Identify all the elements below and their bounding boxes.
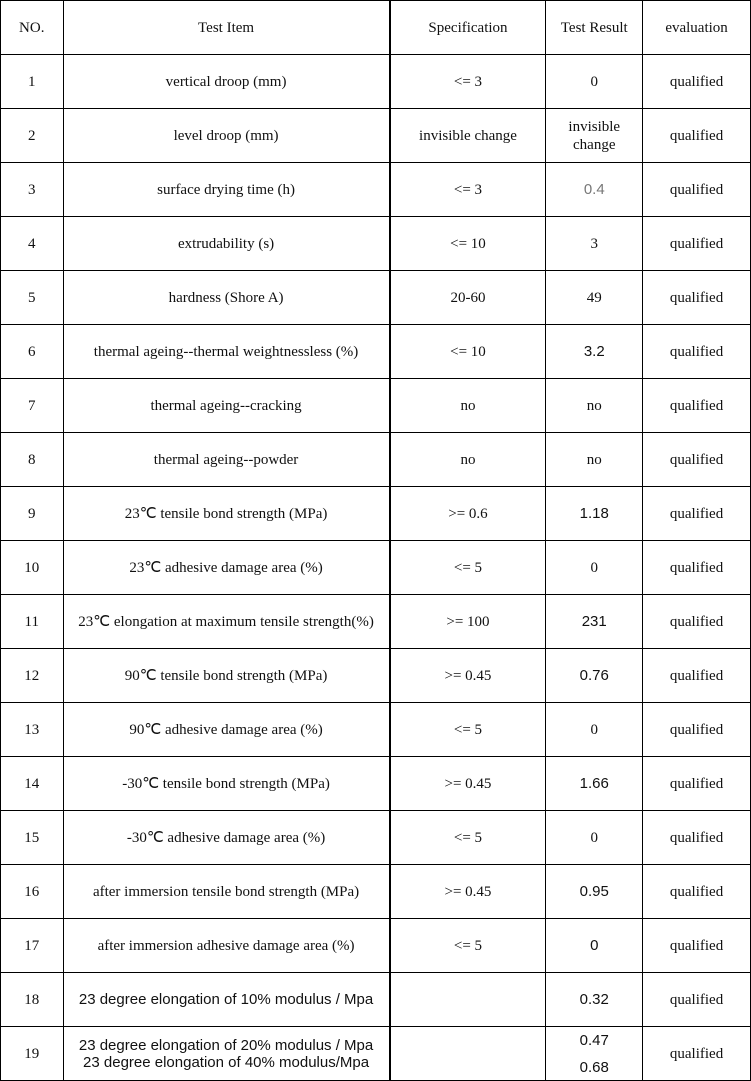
cell-evaluation: qualified [643,649,751,703]
cell-test-item: vertical droop (mm) [63,55,390,109]
cell-test-item: thermal ageing--powder [63,433,390,487]
header-no: NO. [1,1,64,55]
cell-specification: <= 3 [390,55,546,109]
cell-evaluation: qualified [643,163,751,217]
cell-no: 16 [1,865,64,919]
cell-evaluation: qualified [643,433,751,487]
table-row-5 [1,271,751,325]
cell-test-item: -30℃ tensile bond strength (MPa) [63,757,390,811]
cell-evaluation: qualified [643,325,751,379]
cell-test-item: 23℃ elongation at maximum tensile strength(%) [63,595,390,649]
cell-test-result: 3 [546,217,643,271]
cell-no: 7 [1,379,64,433]
cell-no: 3 [1,163,64,217]
cell-no: 10 [1,541,64,595]
cell-test-result: 0 [546,919,643,973]
table-row-18 [1,973,751,1027]
header-row [1,1,751,55]
table-row-1 [1,55,751,109]
cell-test-item: 23℃ tensile bond strength (MPa) [63,487,390,541]
cell-evaluation: qualified [643,55,751,109]
cell-specification: no [390,433,546,487]
cell-evaluation: qualified [643,217,751,271]
cell-test-item: 90℃ adhesive damage area (%) [63,703,390,757]
table-row-13 [1,703,751,757]
cell-specification: <= 10 [390,217,546,271]
cell-specification: >= 0.6 [390,487,546,541]
cell-test-item-line-2: 23 degree elongation of 40% modulus/Mpa [83,1053,370,1071]
cell-no: 5 [1,271,64,325]
cell-evaluation: qualified [643,865,751,919]
cell-test-item: after immersion tensile bond strength (MPa) [63,865,390,919]
cell-specification [390,973,546,1027]
table-body [1,55,751,1081]
cell-evaluation: qualified [643,379,751,433]
table-row-9 [1,487,751,541]
cell-test-item: after immersion adhesive damage area (%) [63,919,390,973]
cell-specification: 20-60 [390,271,546,325]
cell-test-result: 1.66 [546,757,643,811]
cell-no: 18 [1,973,64,1027]
cell-test-item: -30℃ adhesive damage area (%) [63,811,390,865]
cell-test-result: 0.4 [546,163,643,217]
cell-specification: <= 5 [390,703,546,757]
cell-test-result: 3.2 [546,325,643,379]
cell-specification: >= 0.45 [390,757,546,811]
cell-evaluation: qualified [643,487,751,541]
table-row-8 [1,433,751,487]
cell-specification [390,1027,546,1081]
cell-no: 1 [1,55,64,109]
cell-evaluation: qualified [643,757,751,811]
cell-test-item: extrudability (s) [63,217,390,271]
cell-no: 15 [1,811,64,865]
cell-no: 17 [1,919,64,973]
cell-test-result: 0.76 [546,649,643,703]
cell-test-result: no [546,379,643,433]
cell-specification: >= 0.45 [390,865,546,919]
cell-test-item: thermal ageing--thermal weightnessless (%) [63,325,390,379]
cell-test-result: no [546,433,643,487]
table-row-12 [1,649,751,703]
cell-test-result: 0 [546,703,643,757]
cell-evaluation: qualified [643,973,751,1027]
cell-evaluation: qualified [643,595,751,649]
cell-test-result-line-1: 0.47 [579,1031,609,1049]
cell-specification: <= 5 [390,541,546,595]
cell-test-item: thermal ageing--cracking [63,379,390,433]
cell-test-item: 90℃ tensile bond strength (MPa) [63,649,390,703]
cell-evaluation: qualified [643,271,751,325]
cell-specification: invisible change [390,109,546,163]
header-test-item: Test Item [63,1,390,55]
cell-no: 19 [1,1027,64,1081]
table-row-2 [1,109,751,163]
cell-test-item [63,1027,390,1081]
header-evaluation: evaluation [643,1,751,55]
cell-specification: no [390,379,546,433]
table-row-6 [1,325,751,379]
cell-specification: <= 3 [390,163,546,217]
cell-evaluation: qualified [643,1027,751,1081]
table-row-14 [1,757,751,811]
cell-test-result: 1.18 [546,487,643,541]
cell-no: 2 [1,109,64,163]
cell-no: 8 [1,433,64,487]
cell-test-result: 0 [546,811,643,865]
cell-no: 14 [1,757,64,811]
table-row-7 [1,379,751,433]
cell-test-item-line-1: 23 degree elongation of 20% modulus / Mpa [78,1036,374,1054]
cell-no: 12 [1,649,64,703]
cell-test-item: surface drying time (h) [63,163,390,217]
cell-test-result: 0 [546,55,643,109]
cell-evaluation: qualified [643,703,751,757]
cell-specification: <= 5 [390,919,546,973]
cell-evaluation: qualified [643,919,751,973]
cell-no: 9 [1,487,64,541]
cell-test-result: invisible change [546,109,643,163]
cell-specification: >= 0.45 [390,649,546,703]
cell-test-item: 23 degree elongation of 10% modulus / Mpa [63,973,390,1027]
table-row-11 [1,595,751,649]
cell-specification: >= 100 [390,595,546,649]
cell-evaluation: qualified [643,541,751,595]
cell-no: 6 [1,325,64,379]
cell-no: 11 [1,595,64,649]
cell-test-result-line-2: 0.68 [579,1058,609,1076]
cell-evaluation: qualified [643,811,751,865]
header-specification: Specification [390,1,546,55]
table-row-17 [1,919,751,973]
table-row-10 [1,541,751,595]
cell-test-result: 0.32 [546,973,643,1027]
cell-no: 13 [1,703,64,757]
cell-test-result [546,1027,643,1081]
table-row-16 [1,865,751,919]
cell-specification: <= 10 [390,325,546,379]
cell-test-item: hardness (Shore A) [63,271,390,325]
cell-test-item: 23℃ adhesive damage area (%) [63,541,390,595]
table-row-3 [1,163,751,217]
table-row-4 [1,217,751,271]
cell-evaluation: qualified [643,109,751,163]
cell-test-result: 231 [546,595,643,649]
cell-test-item: level droop (mm) [63,109,390,163]
header-test-result: Test Result [546,1,643,55]
cell-test-result: 0.95 [546,865,643,919]
cell-test-result: 0 [546,541,643,595]
cell-specification: <= 5 [390,811,546,865]
table-row-15 [1,811,751,865]
cell-no: 4 [1,217,64,271]
cell-test-result: 49 [546,271,643,325]
table-row-19 [1,1027,751,1081]
